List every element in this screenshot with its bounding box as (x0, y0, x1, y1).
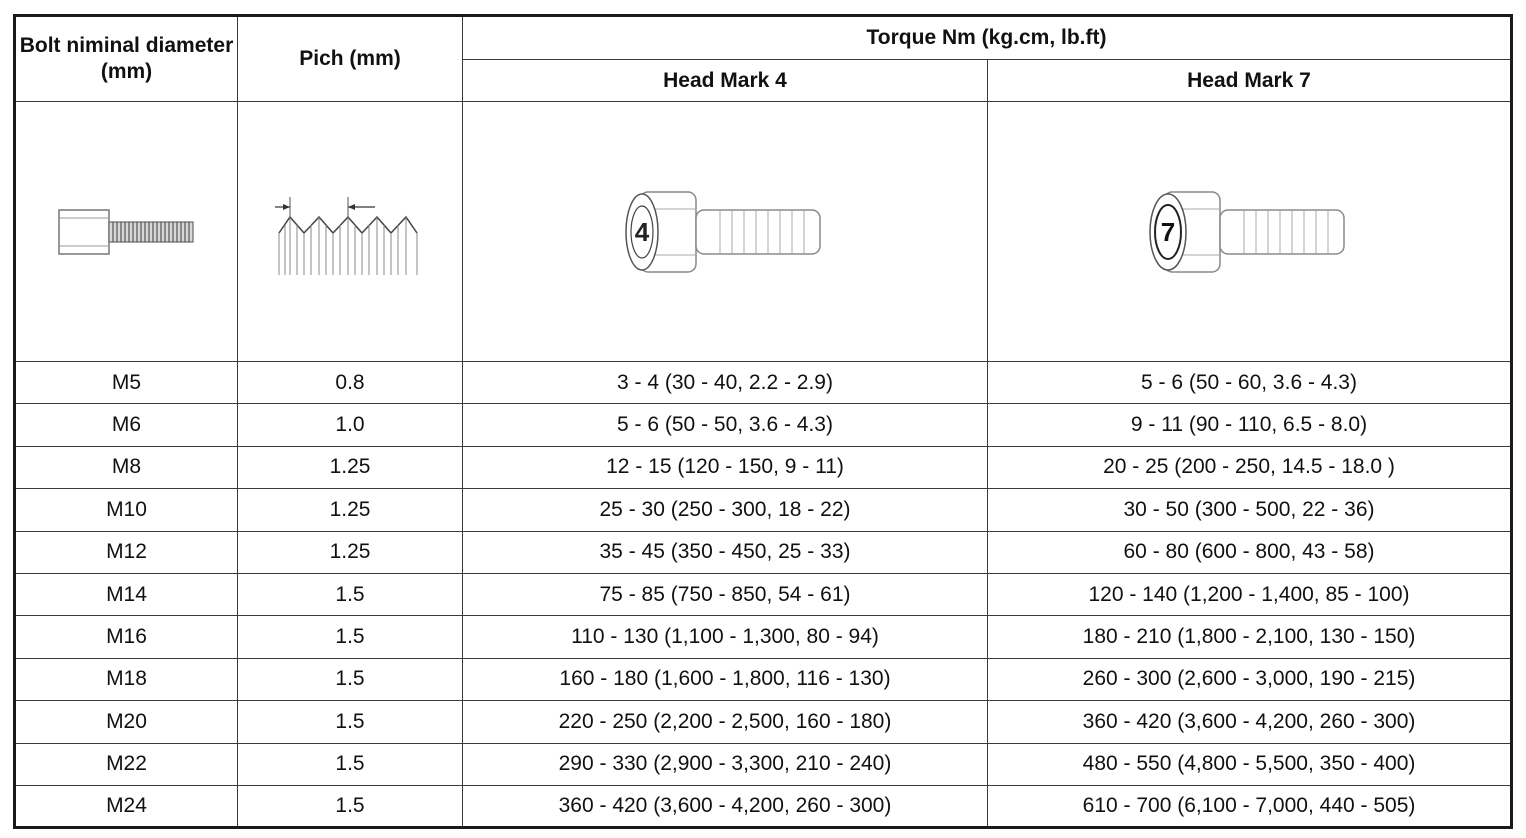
bolt-illustration-cell (15, 102, 238, 362)
cell-pitch: 1.5 (238, 785, 463, 827)
header-torque-group: Torque Nm (kg.cm, lb.ft) (463, 16, 1512, 60)
cell-head-mark-7-torque: 60 - 80 (600 - 800, 43 - 58) (988, 531, 1512, 573)
cell-head-mark-4-torque: 35 - 45 (350 - 450, 25 - 33) (463, 531, 988, 573)
head-mark-7-label: 7 (1160, 216, 1176, 247)
cell-pitch: 1.5 (238, 701, 463, 743)
cell-diameter: M12 (15, 531, 238, 573)
cell-pitch: 1.5 (238, 658, 463, 700)
head-mark-7-bolt-icon (1144, 187, 1354, 277)
header-pitch: Pich (mm) (238, 16, 463, 102)
cell-head-mark-7-torque: 20 - 25 (200 - 250, 14.5 - 18.0 ) (988, 446, 1512, 488)
cell-diameter: M14 (15, 573, 238, 615)
cell-head-mark-7-torque: 610 - 700 (6,100 - 7,000, 440 - 505) (988, 785, 1512, 827)
cell-diameter: M20 (15, 701, 238, 743)
cell-diameter: M6 (15, 404, 238, 446)
cell-diameter: M16 (15, 616, 238, 658)
cell-diameter: M10 (15, 489, 238, 531)
cell-pitch: 1.0 (238, 404, 463, 446)
cell-head-mark-7-torque: 480 - 550 (4,800 - 5,500, 350 - 400) (988, 743, 1512, 785)
cell-head-mark-4-torque: 290 - 330 (2,900 - 3,300, 210 - 240) (463, 743, 988, 785)
cell-head-mark-4-torque: 12 - 15 (120 - 150, 9 - 11) (463, 446, 988, 488)
cell-head-mark-4-torque: 75 - 85 (750 - 850, 54 - 61) (463, 573, 988, 615)
thread-pitch-icon (275, 187, 425, 277)
cell-pitch: 1.5 (238, 616, 463, 658)
head-mark-4-label: 4 (634, 216, 650, 247)
head-mark-4-illustration-cell (463, 102, 988, 362)
cell-diameter: M24 (15, 785, 238, 827)
torque-spec-table (13, 14, 1513, 829)
table-row (15, 616, 1512, 658)
bolt-side-icon (57, 202, 197, 262)
cell-head-mark-7-torque: 360 - 420 (3,600 - 4,200, 260 - 300) (988, 701, 1512, 743)
cell-pitch: 1.25 (238, 446, 463, 488)
cell-pitch: 1.25 (238, 489, 463, 531)
cell-pitch: 1.5 (238, 573, 463, 615)
cell-head-mark-4-torque: 360 - 420 (3,600 - 4,200, 260 - 300) (463, 785, 988, 827)
cell-head-mark-4-torque: 3 - 4 (30 - 40, 2.2 - 2.9) (463, 362, 988, 404)
cell-head-mark-4-torque: 160 - 180 (1,600 - 1,800, 116 - 130) (463, 658, 988, 700)
cell-head-mark-7-torque: 5 - 6 (50 - 60, 3.6 - 4.3) (988, 362, 1512, 404)
header-head-mark-4: Head Mark 4 (463, 60, 988, 102)
illustration-row (15, 102, 1512, 362)
pitch-illustration-cell (238, 102, 463, 362)
table-row (15, 785, 1512, 827)
cell-head-mark-4-torque: 25 - 30 (250 - 300, 18 - 22) (463, 489, 988, 531)
cell-head-mark-7-torque: 30 - 50 (300 - 500, 22 - 36) (988, 489, 1512, 531)
cell-head-mark-7-torque: 260 - 300 (2,600 - 3,000, 190 - 215) (988, 658, 1512, 700)
cell-head-mark-7-torque: 120 - 140 (1,200 - 1,400, 85 - 100) (988, 573, 1512, 615)
table-row (15, 701, 1512, 743)
cell-pitch: 1.5 (238, 743, 463, 785)
table-row (15, 658, 1512, 700)
header-head-mark-7: Head Mark 7 (988, 60, 1512, 102)
cell-head-mark-7-torque: 9 - 11 (90 - 110, 6.5 - 8.0) (988, 404, 1512, 446)
table-row (15, 362, 1512, 404)
table-row (15, 573, 1512, 615)
cell-diameter: M18 (15, 658, 238, 700)
cell-head-mark-4-torque: 5 - 6 (50 - 50, 3.6 - 4.3) (463, 404, 988, 446)
cell-pitch: 0.8 (238, 362, 463, 404)
cell-diameter: M22 (15, 743, 238, 785)
header-bolt-diameter: Bolt niminal diameter (mm) (15, 16, 238, 102)
table-row (15, 531, 1512, 573)
cell-diameter: M5 (15, 362, 238, 404)
table-row (15, 404, 1512, 446)
cell-head-mark-4-torque: 110 - 130 (1,100 - 1,300, 80 - 94) (463, 616, 988, 658)
cell-pitch: 1.25 (238, 531, 463, 573)
cell-head-mark-4-torque: 220 - 250 (2,200 - 2,500, 160 - 180) (463, 701, 988, 743)
table-row (15, 743, 1512, 785)
cell-head-mark-7-torque: 180 - 210 (1,800 - 2,100, 130 - 150) (988, 616, 1512, 658)
cell-diameter: M8 (15, 446, 238, 488)
table-row (15, 489, 1512, 531)
table-row (15, 446, 1512, 488)
head-mark-7-illustration-cell (988, 102, 1512, 362)
head-mark-4-bolt-icon (620, 187, 830, 277)
